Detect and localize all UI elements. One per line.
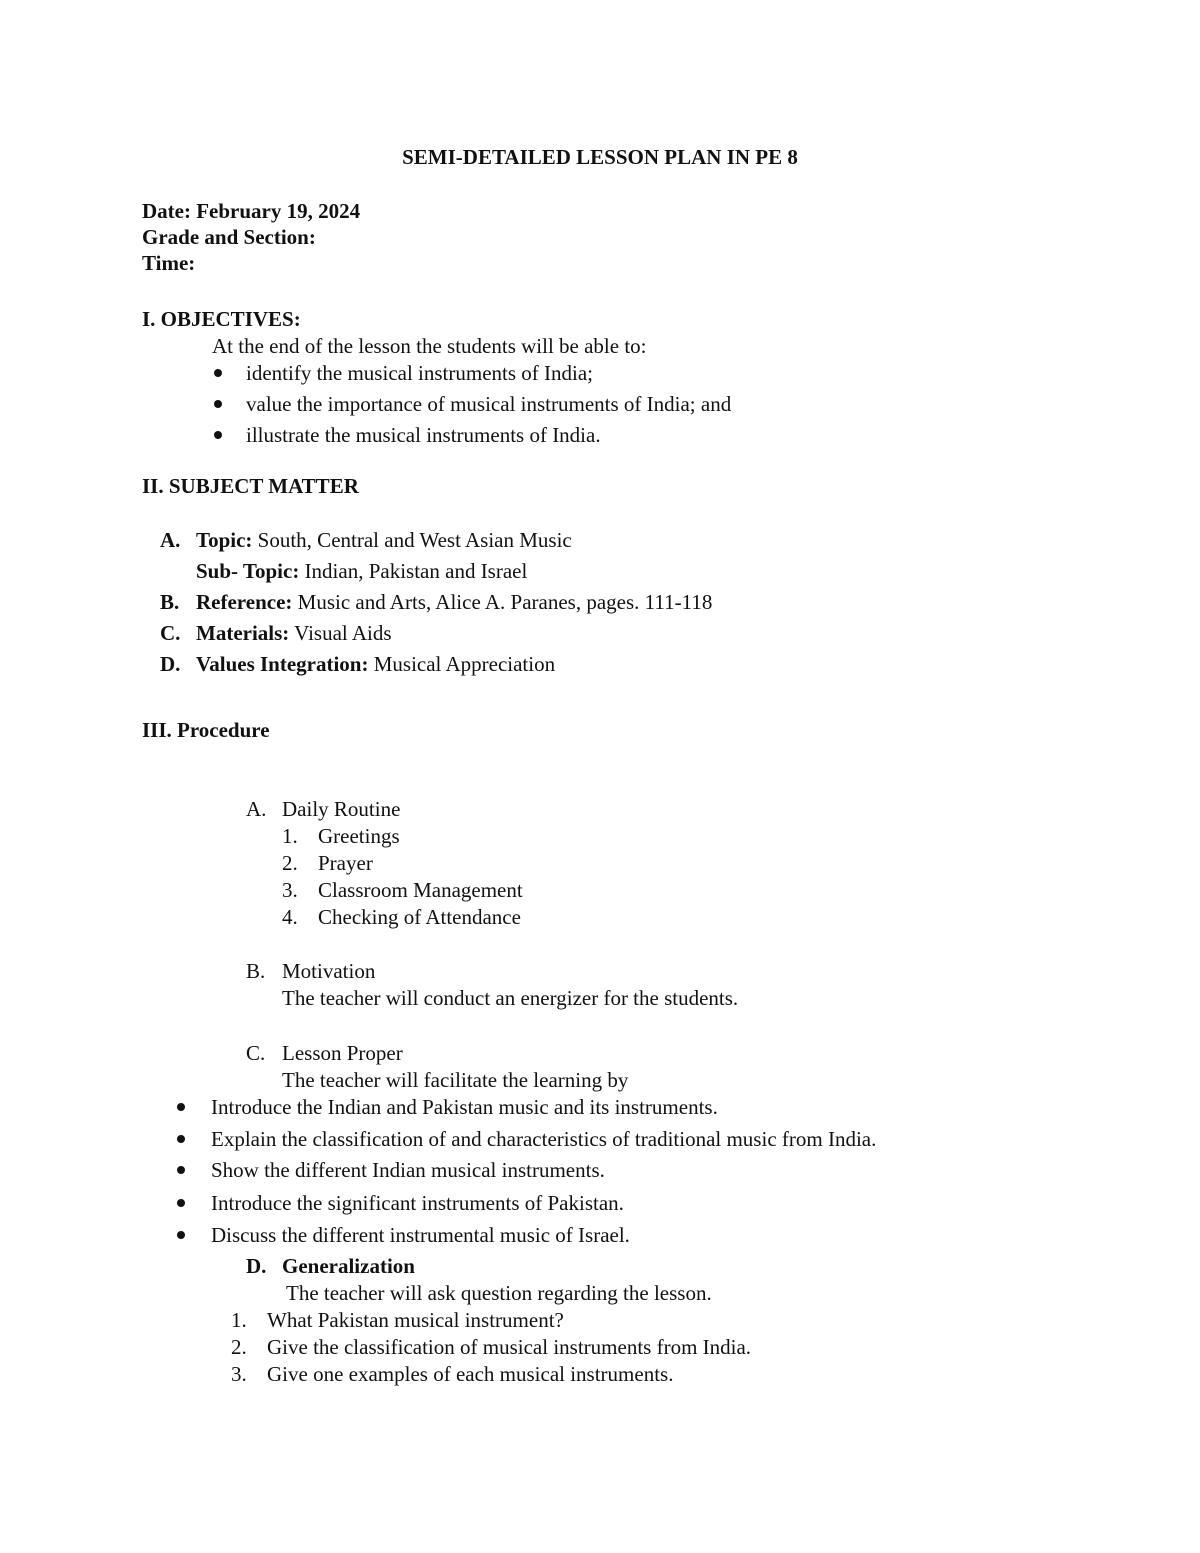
subject-item-label: Reference: (196, 590, 293, 614)
motivation-text: The teacher will conduct an energizer for the students. (282, 986, 739, 1010)
subject-item-label: Topic: (196, 528, 253, 552)
procedure-letter: A. (246, 797, 267, 821)
objective-item: value the importance of musical instruments of India; and (246, 392, 732, 416)
list-number: 1. (282, 824, 298, 848)
lesson-bullet-item: Introduce the Indian and Pakistan music and its instruments. (211, 1095, 718, 1119)
objective-item: identify the musical instruments of India; (246, 361, 594, 385)
subject-item-label: Sub- Topic: (196, 559, 300, 583)
bullet-icon (214, 369, 222, 377)
lesson-bullet-item: Explain the classification of and characteristics of traditional music from India. (211, 1127, 877, 1151)
subject-item-subtopic (196, 558, 527, 584)
lesson-bullet-item: Discuss the different instrumental music of Israel. (211, 1223, 630, 1247)
subject-item-materials (196, 620, 392, 646)
list-number: 2. (231, 1335, 247, 1359)
lesson-proper-label: Lesson Proper (282, 1041, 403, 1065)
procedure-heading: III. Procedure (142, 718, 270, 742)
date-line: Date: February 19, 2024 (142, 199, 361, 223)
bullet-icon (214, 431, 222, 439)
bullet-icon (177, 1135, 185, 1143)
subject-item-value: Music and Arts, Alice A. Paranes, pages. 111-118 (292, 590, 713, 614)
list-number: 4. (282, 905, 298, 929)
list-number: 1. (231, 1308, 247, 1332)
procedure-letter: C. (246, 1041, 266, 1065)
time-line: Time: (142, 251, 196, 275)
page-title: SEMI-DETAILED LESSON PLAN IN PE 8 (402, 145, 798, 169)
bullet-icon (177, 1231, 185, 1239)
daily-routine-label: Daily Routine (282, 797, 401, 821)
subject-item-topic (196, 527, 572, 553)
lesson-bullet-item: Show the different Indian musical instruments. (211, 1158, 605, 1182)
list-item: Prayer (318, 851, 373, 875)
subject-item-label: Materials: (196, 621, 290, 645)
bullet-icon (177, 1166, 185, 1174)
bullet-icon (177, 1103, 185, 1111)
subject-item-letter: B. (160, 590, 180, 614)
bullet-icon (214, 400, 222, 408)
procedure-letter: B. (246, 959, 266, 983)
subject-item-values (196, 651, 555, 677)
list-item: Give one examples of each musical instruments. (267, 1362, 674, 1386)
subject-item-value: Musical Appreciation (368, 652, 556, 676)
subject-item-reference (196, 589, 712, 615)
list-item: What Pakistan musical instrument? (267, 1308, 564, 1332)
grade-section-line: Grade and Section: (142, 225, 316, 249)
list-number: 3. (231, 1362, 247, 1386)
motivation-label: Motivation (282, 959, 376, 983)
procedure-letter: D. (246, 1254, 267, 1278)
objectives-heading: I. OBJECTIVES: (142, 307, 301, 331)
subject-item-value: Visual Aids (289, 621, 392, 645)
list-number: 2. (282, 851, 298, 875)
subject-matter-heading: II. SUBJECT MATTER (142, 474, 359, 498)
lesson-bullet-item: Introduce the significant instruments of Pakistan. (211, 1191, 624, 1215)
subject-item-letter: C. (160, 621, 181, 645)
list-item: Give the classification of musical instruments from India. (267, 1335, 752, 1359)
subject-item-value: Indian, Pakistan and Israel (299, 559, 528, 583)
list-number: 3. (282, 878, 298, 902)
generalization-text: The teacher will ask question regarding the lesson. (286, 1281, 712, 1305)
bullet-icon (177, 1199, 185, 1207)
lesson-proper-text: The teacher will facilitate the learning by (282, 1068, 629, 1092)
subject-item-letter: D. (160, 652, 181, 676)
subject-item-letter: A. (160, 528, 181, 552)
list-item: Classroom Management (318, 878, 523, 902)
list-item: Checking of Attendance (318, 905, 521, 929)
objectives-intro: At the end of the lesson the students will be able to: (212, 334, 647, 358)
objective-item: illustrate the musical instruments of India. (246, 423, 601, 447)
list-item: Greetings (318, 824, 400, 848)
subject-item-value: South, Central and West Asian Music (252, 528, 572, 552)
subject-item-label: Values Integration: (196, 652, 369, 676)
generalization-label: Generalization (282, 1254, 415, 1278)
